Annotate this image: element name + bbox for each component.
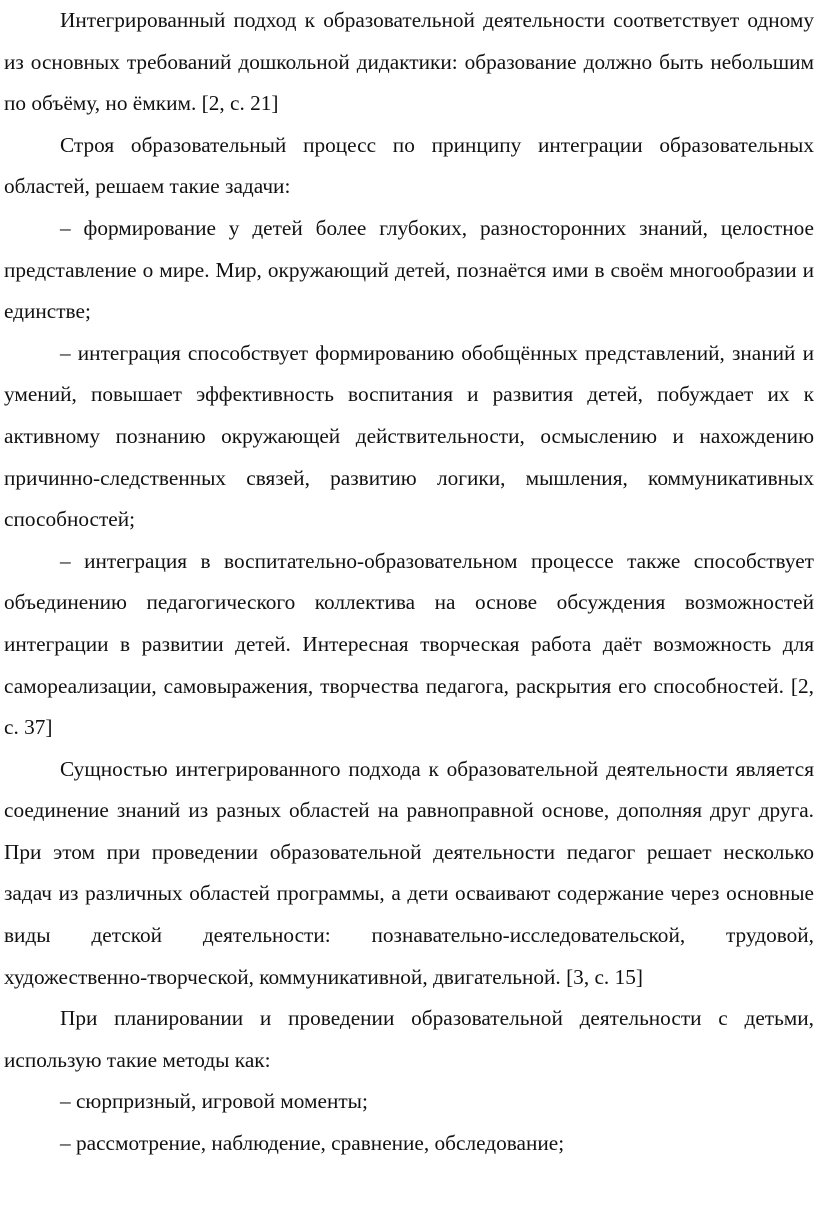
list-item-surprise-game: – сюрпризный, игровой моменты; [60,1089,368,1114]
list-item-deep-knowledge: – формирование у детей более глубоких, разносторонних знаний, целостное представление о мире. Мир, окружающий детей, познаётся ими в своём многообразии и единстве; [4,215,814,324]
paragraph-tasks-intro: Строя образовательный процесс по принципу интеграции образовательных областей, решаем такие задачи: [4,132,814,199]
document-page [4,0,814,1165]
paragraph-methods-intro: При планировании и проведении образовательной деятельности с детьми, использую такие методы как: [4,1006,814,1072]
paragraph-essence: Сущностью интегрированного подхода к образовательной деятельности является соединение знаний из разных областей на равноправной основе, дополняя друг друга. При этом при проведении образовательной деятельности педагог решает несколько задач из различных областей программы, а дети осваивают содержание через основные виды детской деятельности: познавательно-исследовательской, трудовой, художественно-творческой, коммуникативной, двигательной. [3, с. 15] [4,756,814,989]
list-item-team-unification: – интеграция в воспитательно-образовательном процессе также способствует объединению педагогического коллектива на основе обсуждения возможностей интеграции в развитии детей. Интересная творческая работа даёт возможность для самореализации, самовыражения, творчества педагога, раскрытия его способностей. [2, с. 37] [4,548,814,740]
list-item-observation: – рассмотрение, наблюдение, сравнение, обследование; [60,1131,565,1156]
paragraph-integrated-approach: Интегрированный подход к образовательной деятельности соответствует одному из основных требований дошкольной дидактики: образование должно быть небольшим по объёму, но ёмким. [2, с. 21] [4,8,814,116]
list-item-generalized-ideas: – интеграция способствует формированию обобщённых представлений, знаний и умений, повышает эффективность воспитания и развития детей, побуждает их к активному познанию окружающей действительности, осмыслению и нахождению причинно-следственных связей, развитию логики, мышления, коммуникативных способностей; [4,340,814,532]
